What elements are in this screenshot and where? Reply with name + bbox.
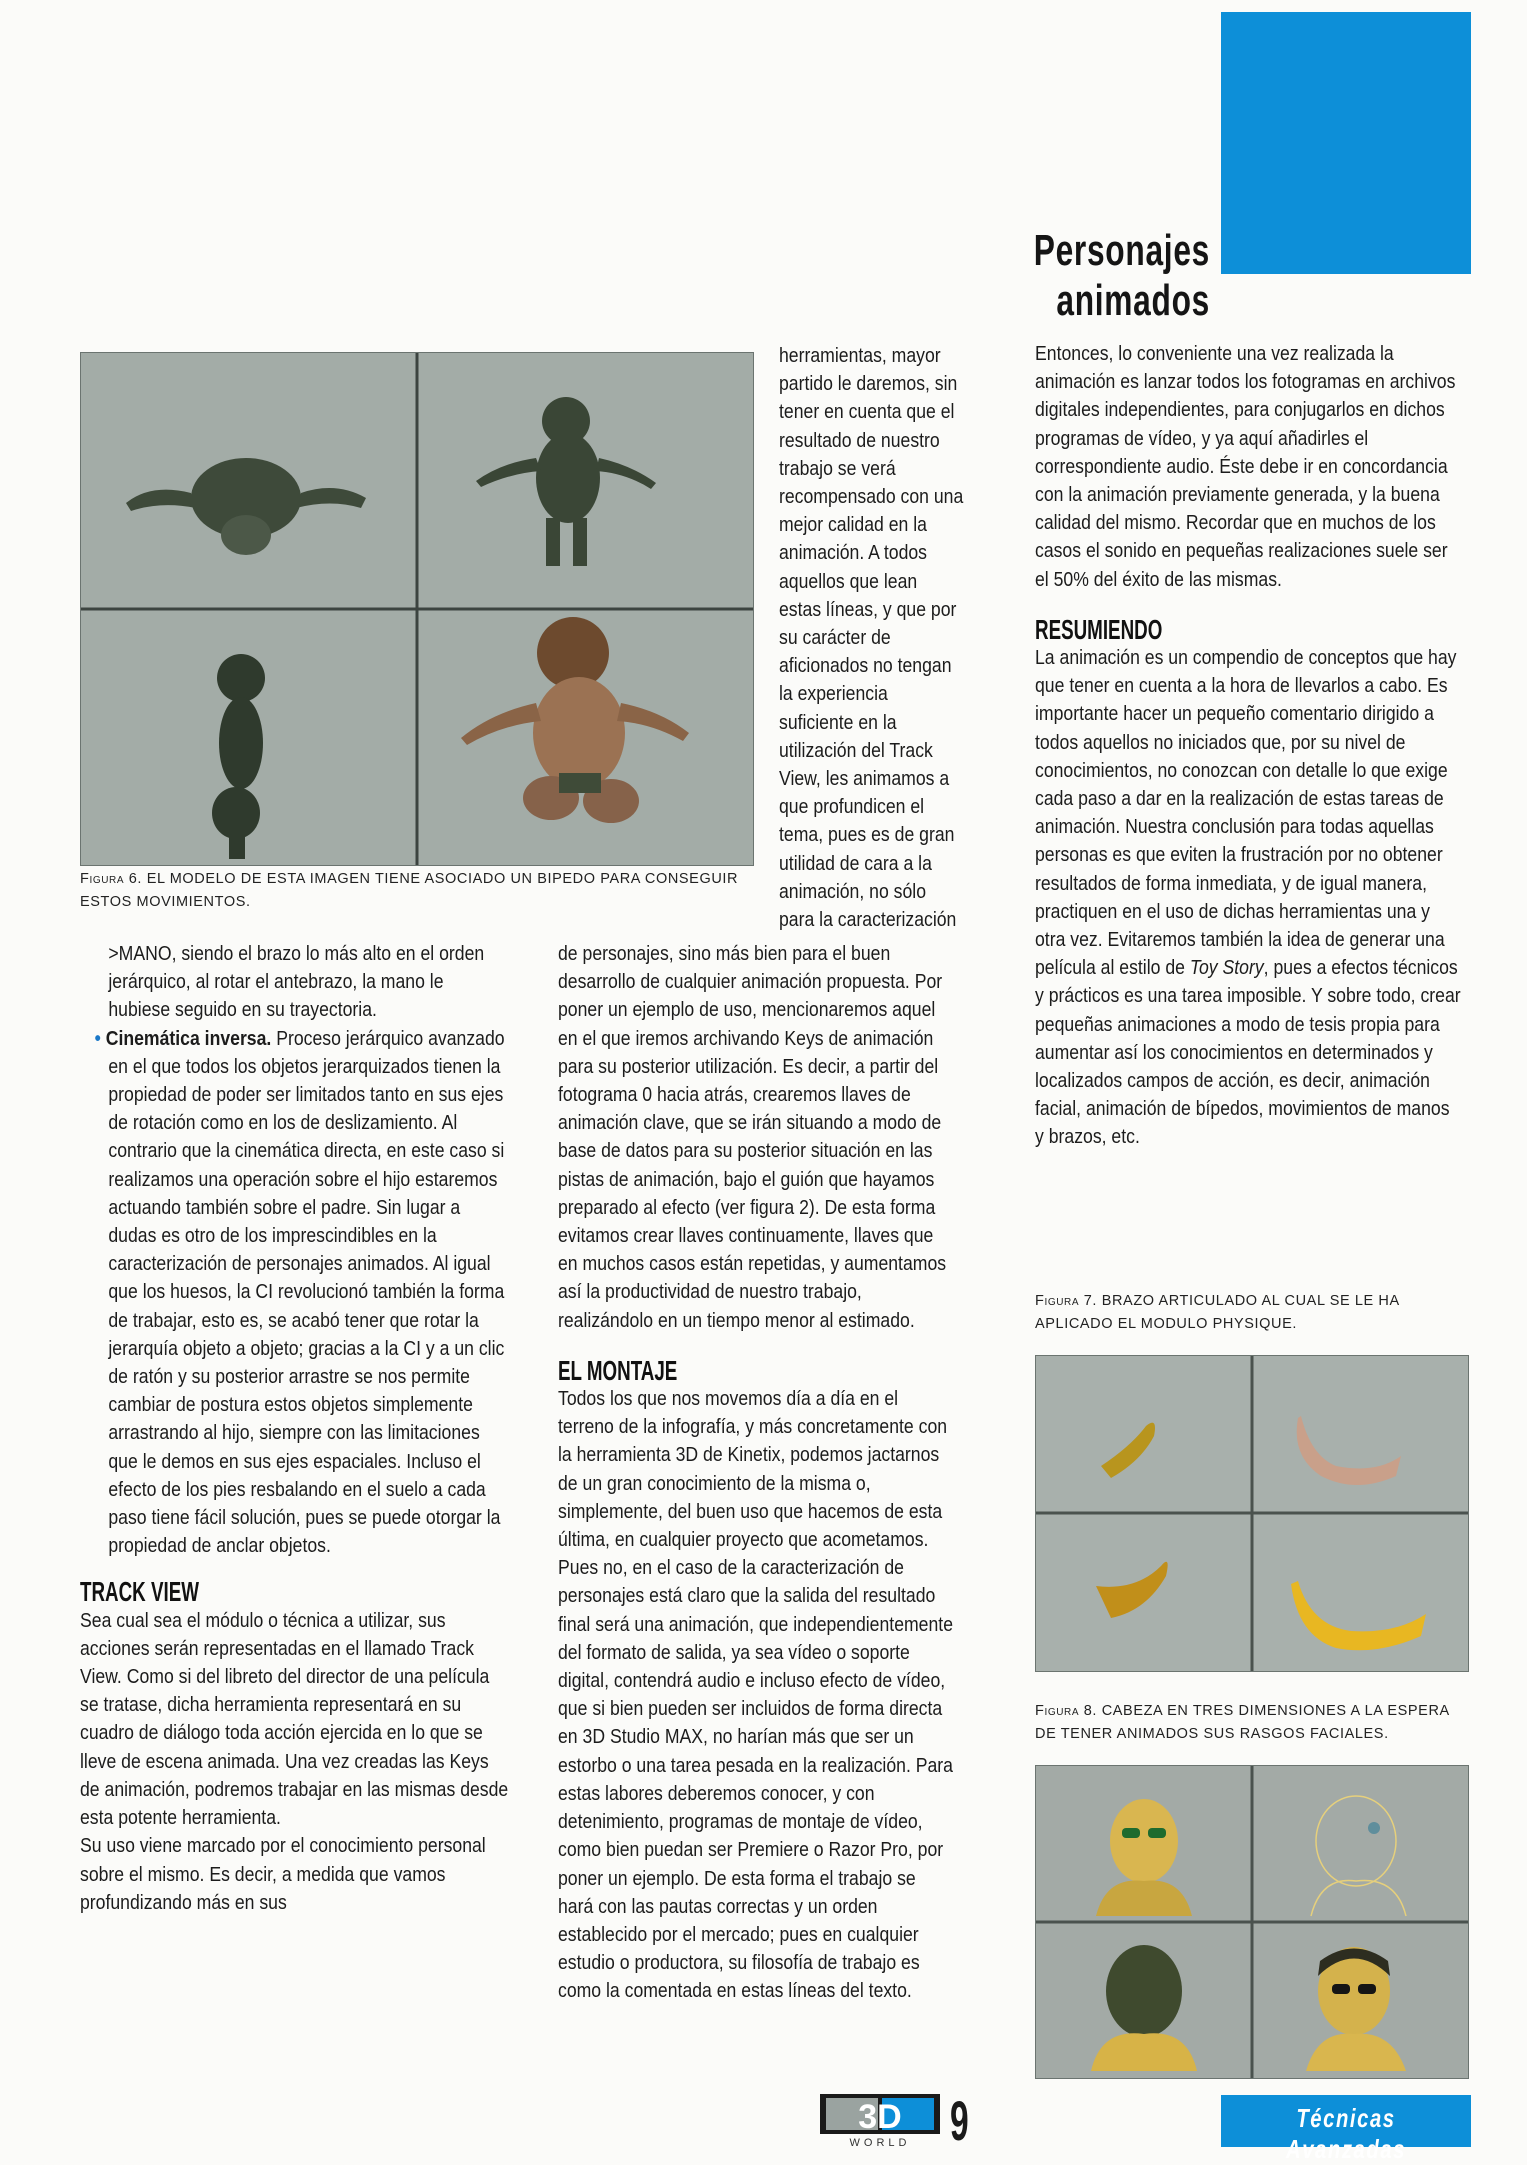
figure-6-image	[80, 352, 754, 866]
column-1	[80, 940, 510, 1917]
figure-8-caption-lead: Figura 8.	[1035, 1703, 1098, 1719]
col1-bullet-text: Proceso jerárquico avanzado en el que todos los objetos jerarquizados tienen la propiedad de poder ser limitados tanto en sus ejes de rotación como en los de deslizamiento. Al contrario que la cinemática directa, en este caso si realizamos una operación sobre el hijo estaremos actuando también sobre el padre. Sin lugar a dudas es otro de los imprescindibles en la caracterización de personajes animados. Al igual que los huesos, la CI revolucionó también la forma de trabajar, esto es, se acabó tener que rotar la jerarquía objeto a objeto; gracias a la CI y a un clic de ratón y su posterior arrastre se nos permite cambiar de postura estos objetos simplemente arrastrando al hijo, siempre con las limitaciones que le demos en sus ejes espaciales. Incluso el efecto de los pies resbalando en el suelo a cada paso tiene fácil solución, pues se puede otorgar la propiedad de anclar objetos.	[108, 1026, 505, 1558]
figure-6-caption-text: EL MODELO DE ESTA IMAGEN TIENE ASOCIADO UN BIPEDO PARA CONSEGUIR ESTOS MOVIMIENTOS.	[80, 871, 739, 910]
column-2	[558, 940, 954, 2006]
col1-paragraph-1: >MANO, siendo el brazo lo más alto en el orden jerárquico, al rotar el antebrazo, la mano le hubiese seguido en su trayectoria.	[108, 942, 485, 1022]
col2-top-paragraph: herramientas, mayor partido le daremos, sin tener en cuenta que el resultado de nuestro trabajo se verá recompensado con una mejor calidad en la animación. A todos aquellos que lean estas líneas, y que por su carácter de aficionados no tengan la experiencia suficiente en la utilización del Track View, les animamos a que profundicen el tema, pues es de gran utilidad de cara a la animación, no sólo para la caracterización	[779, 344, 964, 932]
logo-subtext: WORLD	[849, 2137, 911, 2149]
heading-track-view: TRACK VIEW	[80, 1576, 199, 1608]
col3-paragraph-1: Entonces, lo conveniente una vez realizada la animación es lanzar todos los fotogramas en archivos digitales independientes, para conjugarlos en dichos programas de vídeo, y ya aquí añadirles el correspondiente audio. Éste debe ir en concordancia con la animación previamente generada, y la buena calidad del mismo. Recordar que en muchos de los casos el sonido en pequeñas realizaciones suele ser el 50% del éxito de las mismas.	[1035, 342, 1456, 591]
col2-top-text	[779, 342, 964, 934]
col1-bullet-term: Cinemática inversa.	[105, 1026, 272, 1050]
col2-paragraph-2: Todos los que nos movemos día a día en el terreno de la infografía, y más concretamente con la herramienta 3D de Kinetix, podemos jactarnos de un gran conocimiento de la misma o, simplemente, del buen uso que hacemos de esta última, en cualquier proyecto que acometamos. Pues no, en el caso de la caracterización de personajes está claro que la salida del resultado final será una animación, que independientemente del formato de salida, ya sea vídeo o soporte digital, contendrá audio e incluso efecto de vídeo, que si bien pueden ser incluidos de forma directa en 3D Studio MAX, no harían más que ser un estorbo o una tarea pesada en la realización. Para estas labores deberemos conocer, y con detenimiento, programas de montaje de vídeo, como bien puedan ser Premiere o Razor Pro, por poner un ejemplo. De esta forma el trabajo se hará con las pautas correctas y un orden establecido por el mercado; pues en cualquier estudio o productora, su filosofía de trabajo es como la comentada en estas líneas del texto.	[558, 1387, 954, 2003]
figure-7-caption-text: BRAZO ARTICULADO AL CUAL SE LE HA APLICADO EL MODULO PHYSIQUE.	[1035, 1293, 1399, 1332]
col1-paragraph-3: Su uso viene marcado por el conocimiento personal sobre el mismo. Es decir, a medida que vamos profundizando más en sus	[80, 1834, 486, 1914]
footer-section-label: Técnicas Avanzadas	[1286, 2103, 1406, 2164]
col1-bullet	[80, 1025, 510, 1561]
figure-8-image	[1035, 1765, 1469, 2079]
page-number: 9	[950, 2089, 969, 2152]
figure-7-caption-lead: Figura 7.	[1035, 1293, 1098, 1309]
3d-world-logo-icon	[820, 2090, 940, 2150]
col2-paragraph-continued: de personajes, sino más bien para el buen desarrollo de cualquier animación propuesta. Por poner un ejemplo de uso, mencionaremos aquel en el que iremos archivando Keys de animación para su posterior utilización. Es decir, a partir del fotograma 0 hacia atrás, crearemos llaves de animación clave, que se irán situando a modo de base de datos para su posterior situación en las pistas de animación, bajo el guión que hayamos preparado al efecto (ver figura 2). De esta forma evitamos crear llaves continuamente, llaves que en muchos casos están repetidas, y aumentamos así la productividad de nuestro trabajo, realizándolo en un tiempo menor al estimado.	[558, 942, 947, 1332]
col3-paragraph-2b: , pues a efectos técnicos y prácticos es una tarea imposible. Y sobre todo, crear pequeñas animaciones a modo de tesis propia para aumentar así los conocimientos en determinados y localizados campos de acción, es decir, animación facial, animación de bípedos, movimientos de manos y brazos, etc.	[1035, 956, 1461, 1149]
logo-text: 3D	[858, 2098, 902, 2136]
header-blue-tab	[1221, 12, 1471, 274]
figure-8-head-viewports	[1036, 1766, 1468, 2078]
bullet-icon: •	[94, 1026, 101, 1050]
section-title: Personajes animados	[1033, 226, 1210, 325]
column-3	[1035, 340, 1461, 1152]
figure-6-viewports	[81, 353, 753, 865]
figure-7-image	[1035, 1355, 1469, 1672]
col3-paragraph-2	[1035, 644, 1461, 1152]
col3-toy-story: Toy Story	[1189, 956, 1264, 980]
magazine-logo	[820, 2090, 940, 2150]
heading-resumiendo: RESUMIENDO	[1035, 613, 1163, 645]
figure-7-arm-viewports	[1036, 1356, 1468, 1671]
figure-7-caption	[1035, 1290, 1470, 1336]
col3-paragraph-2a: La animación es un compendio de conceptos que hay que tener en cuenta a la hora de llevarlos a cabo. Es importante hacer un pequeño comentario dirigido a todos aquellos no iniciados que, por su nivel de conocimientos, no conozcan con detalle lo que exige cada paso a dar en la realización de estas tareas de animación. Nuestra conclusión para todas aquellas personas es que eviten la frustración por no obtener resultados de forma inmediata, y de igual manera, practiquen en el uso de dichas herramientas una y otra vez. Evitaremos también la idea de generar una película al estilo de	[1035, 646, 1457, 980]
heading-el-montaje: EL MONTAJE	[558, 1354, 678, 1386]
figure-8-caption	[1035, 1700, 1470, 1746]
figure-6-caption	[80, 868, 760, 914]
col1-paragraph-2: Sea cual sea el módulo o técnica a utilizar, sus acciones serán representadas en el llamado Track View. Como si del libreto del director de una película se tratase, dicha herramienta representará en su cuadro de diálogo toda acción ejercida en lo que se lleve de escena animada. Una vez creadas las Keys de animación, podremos trabajar en las mismas desde esta potente herramienta.	[80, 1608, 509, 1830]
figure-6-caption-lead: Figura 6.	[80, 871, 143, 887]
figure-8-caption-text: CABEZA EN TRES DIMENSIONES A LA ESPERA DE TENER ANIMADOS SUS RASGOS FACIALES.	[1035, 1703, 1449, 1742]
